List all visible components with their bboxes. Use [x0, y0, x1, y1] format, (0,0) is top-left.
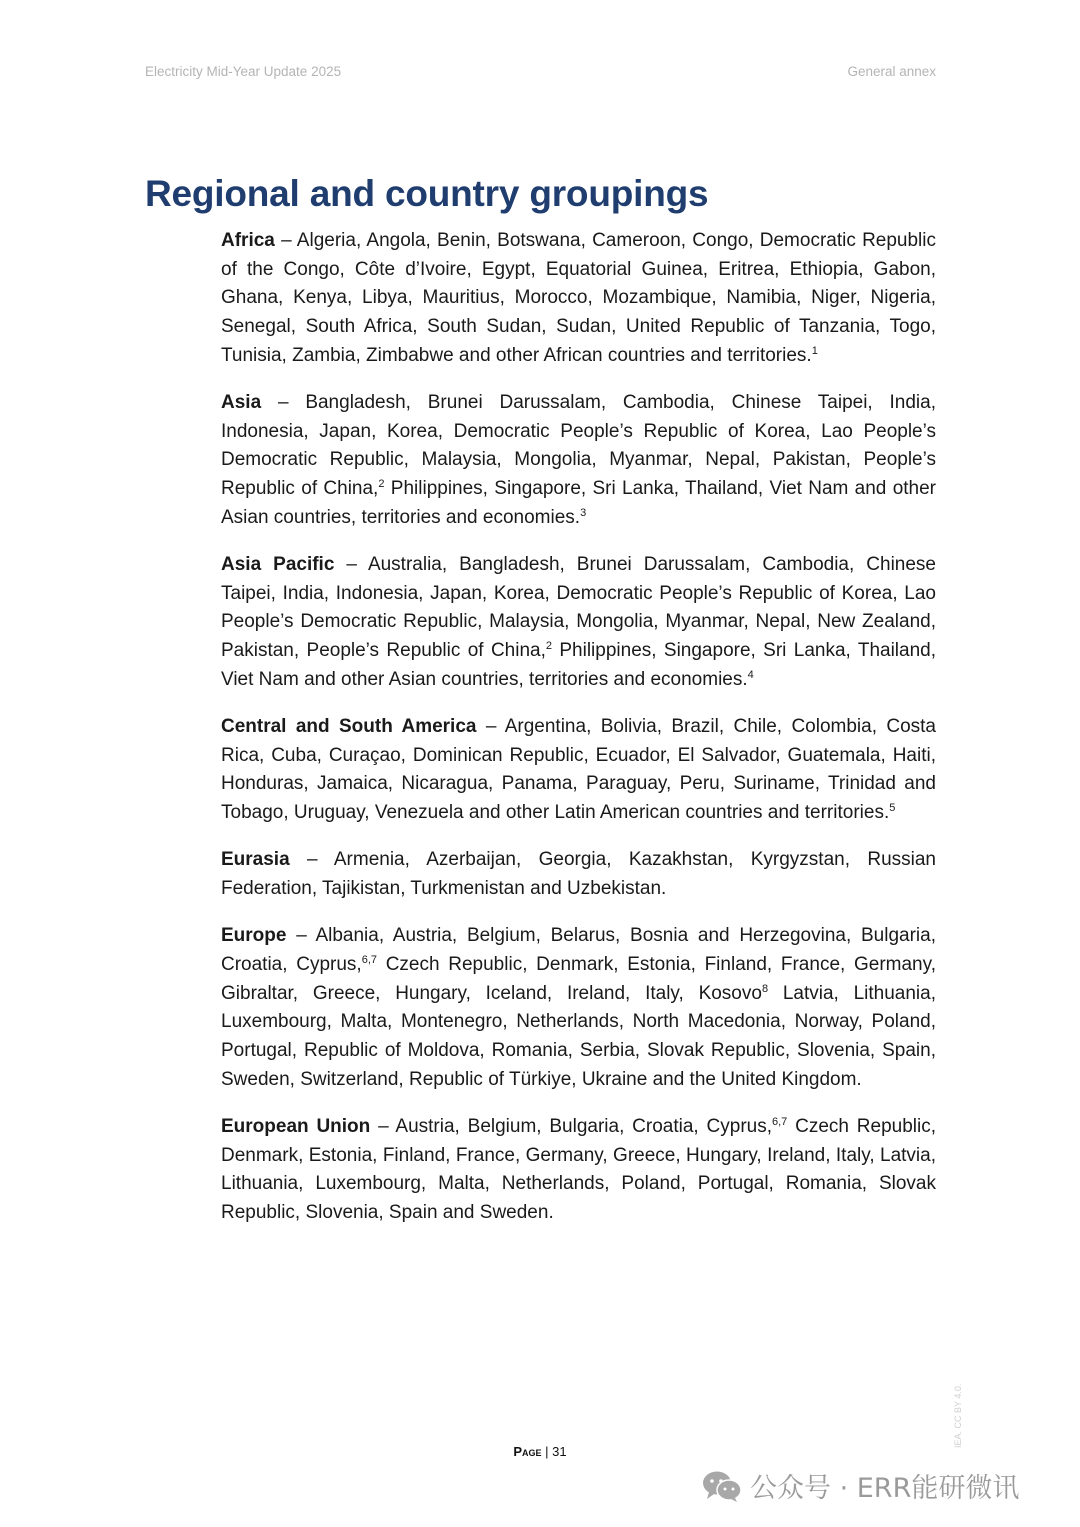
- wechat-icon: [702, 1469, 742, 1503]
- region-name: Asia: [221, 392, 262, 414]
- footnote-ref: 3: [580, 506, 587, 519]
- group-asia-pacific: [221, 551, 936, 695]
- page-title: Regional and country groupings: [145, 173, 709, 214]
- footnote-ref: 1: [811, 344, 818, 357]
- country-list: Philippines, Singapore, Sri Lanka, Thailand, Viet Nam and other Asian countries, territories and economies.: [221, 640, 936, 690]
- page-label: Page: [513, 1444, 542, 1459]
- watermark: [702, 1466, 1019, 1505]
- country-list: – Armenia, Azerbaijan, Georgia, Kazakhstan, Kyrgyzstan, Russian Federation, Tajikistan, Turkmenistan and Uzbekistan.: [221, 849, 936, 900]
- country-list: Czech Republic, Denmark, Estonia, Finland, France, Germany, Greece, Hungary, Ireland, Italy, Latvia, Lithuania, Luxembourg, Malta, Netherlands, Poland, Portugal, Romania, Slovak Republic, Slovenia, Spain and Sweden.: [221, 1115, 936, 1224]
- group-eurasia: [221, 846, 936, 903]
- country-list: – Australia, Bangladesh, Brunei Darussalam, Cambodia, Chinese Taipei, India, Indonesia, Japan, Korea, Democratic People’s Republic of Korea, Lao People’s Democratic Republic, Malaysia, Mongolia, Myanmar, Nepal, New Zealand, Pakistan, People’s Republic of China,: [221, 554, 936, 662]
- group-asia: [221, 389, 936, 533]
- country-list: – Albania, Austria, Belgium, Belarus, Bosnia and Herzegovina, Bulgaria, Croatia, Cyprus,: [221, 925, 936, 975]
- footnote-ref: 5: [889, 802, 896, 815]
- region-name: European Union: [221, 1115, 371, 1137]
- footnote-ref: 6,7: [361, 953, 377, 966]
- license-note: IEA. CC BY 4.0.: [953, 1383, 963, 1448]
- country-list: – Algeria, Angola, Benin, Botswana, Cameroon, Congo, Democratic Republic of the Congo, Côte d’Ivoire, Egypt, Equatorial Guinea, Eritrea, Ethiopia, Gabon, Ghana, Kenya, Libya, Mauritius, Morocco, Mozambique, Namibia, Niger, Nigeria, Senegal, South Africa, South Sudan, Sudan, United Republic of Tanzania, Togo, Tunisia, Zambia, Zimbabwe and other African countries and territories.: [221, 230, 936, 366]
- country-list: Philippines, Singapore, Sri Lanka, Thailand, Viet Nam and other Asian countries, territories and economies.: [221, 478, 937, 528]
- group-europe: [221, 922, 936, 1094]
- page-footer: [0, 1444, 1080, 1459]
- region-name: Eurasia: [221, 849, 290, 871]
- footnote-ref: 8: [761, 982, 769, 995]
- report-title: Electricity Mid-Year Update 2025: [145, 64, 342, 79]
- region-name: Africa: [221, 230, 275, 251]
- region-name: Asia Pacific: [221, 554, 335, 576]
- groupings-list: [221, 227, 936, 1246]
- group-africa: [221, 227, 936, 371]
- country-list: – Bangladesh, Brunei Darussalam, Cambodia, Chinese Taipei, India, Indonesia, Japan, Korea, Democratic People’s Republic of Korea, Lao People’s Democratic Republic, Malaysia, Mongolia, Myanmar, Nepal, Pakistan, People’s Republic of China,: [221, 392, 936, 500]
- group-european-union: [221, 1113, 936, 1228]
- country-list: – Argentina, Bolivia, Brazil, Chile, Colombia, Costa Rica, Cuba, Curaçao, Dominican Republic, Ecuador, El Salvador, Guatemala, Haiti, Honduras, Jamaica, Nicaragua, Panama, Paraguay, Peru, Suriname, Trinidad and Tobago, Uruguay, Venezuela and other Latin American countries and territories.: [221, 716, 936, 824]
- running-header: [145, 64, 936, 79]
- page-separator: |: [541, 1444, 553, 1459]
- section-name: General annex: [847, 64, 936, 79]
- watermark-text: 公众号 · ERR能研微讯: [750, 1473, 1020, 1504]
- region-name: Central and South America: [221, 716, 477, 738]
- footnote-ref: 2: [545, 640, 552, 653]
- country-list: – Austria, Belgium, Bulgaria, Croatia, Cyprus,: [370, 1115, 772, 1137]
- country-list: Czech Republic, Denmark, Estonia, Finland, France, Germany, Gibraltar, Greece, Hungary, Iceland, Ireland, Italy, Kosovo: [221, 953, 936, 1004]
- group-central-south-america: [221, 713, 936, 828]
- region-name: Europe: [221, 925, 287, 947]
- footnote-ref: 4: [747, 668, 754, 681]
- footnote-ref: 2: [378, 478, 385, 491]
- country-list: Latvia, Lithuania, Luxembourg, Malta, Montenegro, Netherlands, North Macedonia, Norway, Poland, Portugal, Republic of Moldova, Romania, Serbia, Slovak Republic, Slovenia, Spain, Sweden, Switzerland, Republic of Türkiye, Ukraine and the United Kingdom.: [221, 982, 936, 1090]
- footnote-ref: 6,7: [772, 1115, 788, 1128]
- page-number: 31: [552, 1444, 567, 1459]
